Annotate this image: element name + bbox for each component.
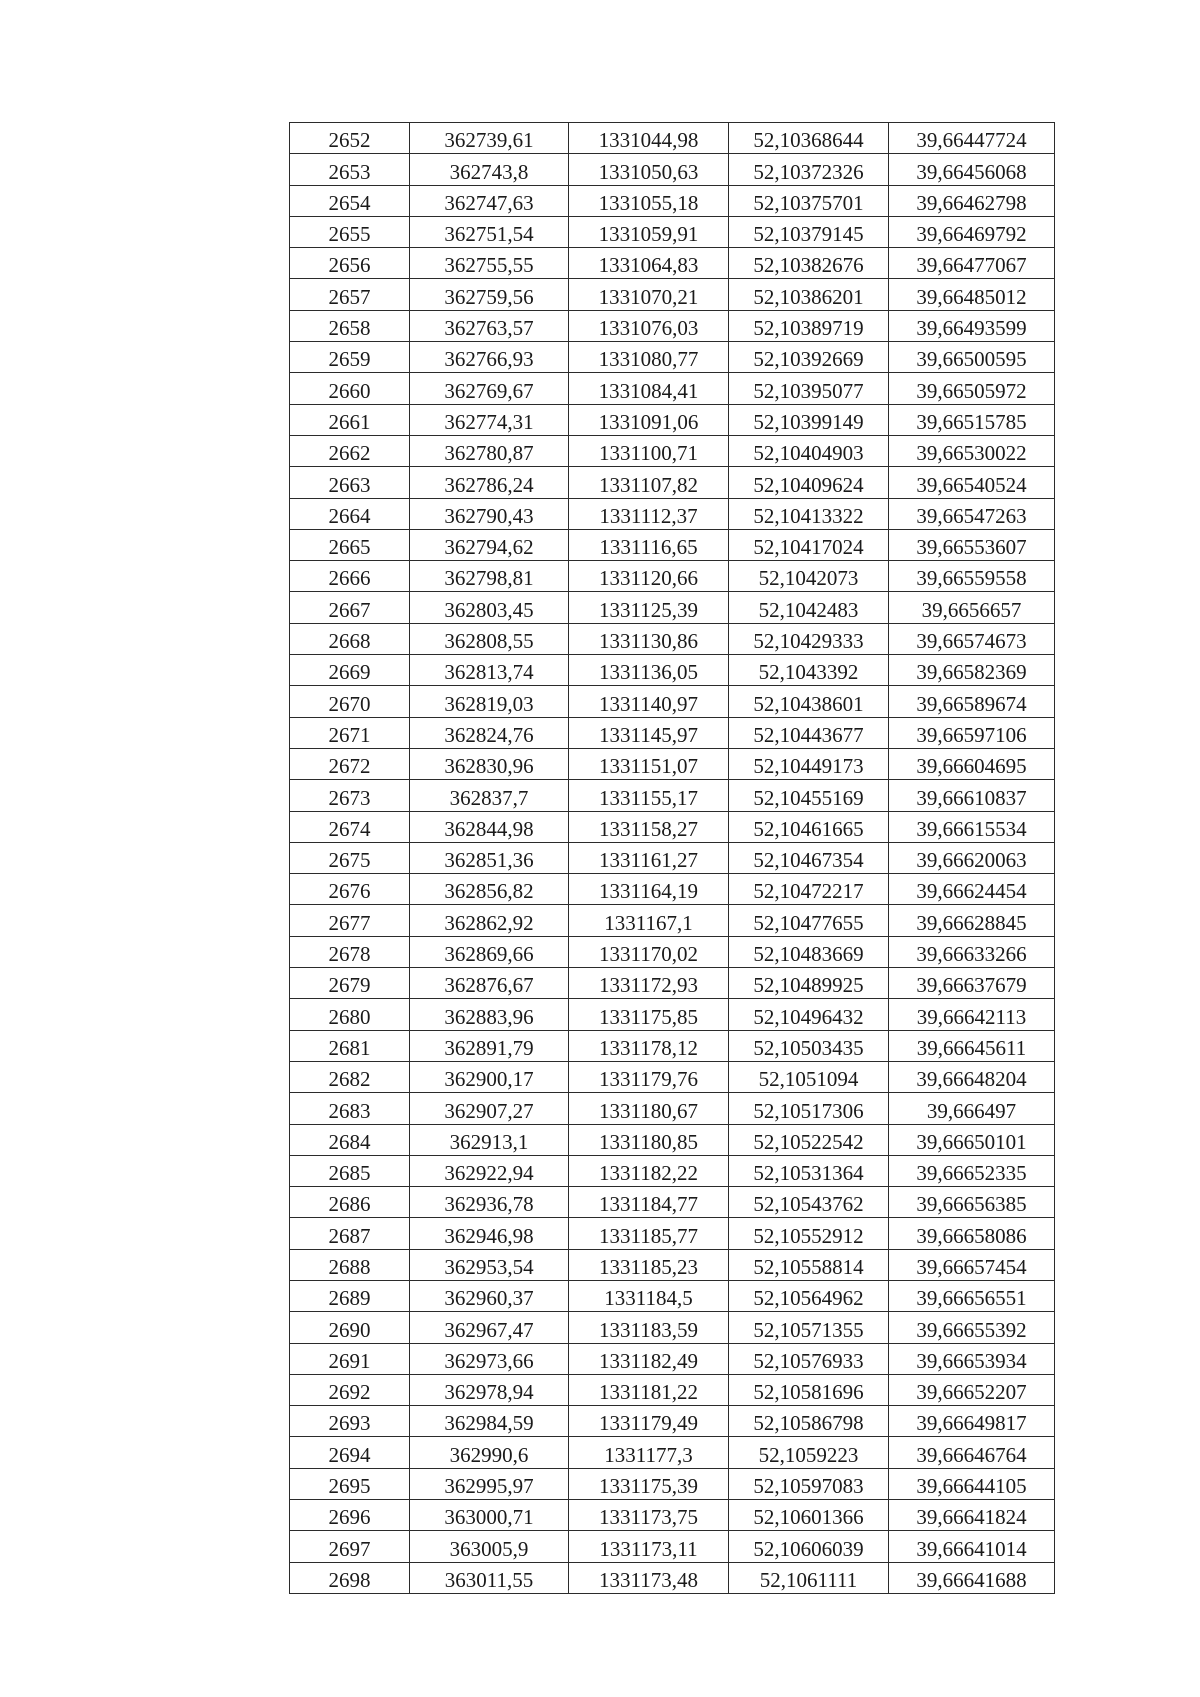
y-coordinate-cell: 1331173,75 <box>569 1500 729 1531</box>
longitude-cell: 39,666497 <box>889 1093 1055 1124</box>
latitude-cell: 52,10477655 <box>729 905 889 936</box>
longitude-cell: 39,66644105 <box>889 1468 1055 1499</box>
latitude-cell: 52,10606039 <box>729 1531 889 1562</box>
y-coordinate-cell: 1331120,66 <box>569 561 729 592</box>
point-number-cell: 2677 <box>290 905 410 936</box>
table-row <box>290 1155 1055 1186</box>
point-number-cell: 2682 <box>290 1061 410 1092</box>
y-coordinate-cell: 1331050,63 <box>569 154 729 185</box>
table-row <box>290 1249 1055 1280</box>
latitude-cell: 52,10455169 <box>729 780 889 811</box>
point-number-cell: 2698 <box>290 1562 410 1593</box>
latitude-cell: 52,10571355 <box>729 1312 889 1343</box>
longitude-cell: 39,66657454 <box>889 1249 1055 1280</box>
point-number-cell: 2680 <box>290 999 410 1030</box>
longitude-cell: 39,66530022 <box>889 435 1055 466</box>
latitude-cell: 52,10413322 <box>729 498 889 529</box>
x-coordinate-cell: 362995,97 <box>410 1468 569 1499</box>
longitude-cell: 39,66597106 <box>889 717 1055 748</box>
x-coordinate-cell: 362766,93 <box>410 342 569 373</box>
latitude-cell: 52,10429333 <box>729 623 889 654</box>
longitude-cell: 39,66658086 <box>889 1218 1055 1249</box>
table-row <box>290 968 1055 999</box>
latitude-cell: 52,10438601 <box>729 686 889 717</box>
point-number-cell: 2681 <box>290 1030 410 1061</box>
y-coordinate-cell: 1331158,27 <box>569 811 729 842</box>
x-coordinate-cell: 362743,8 <box>410 154 569 185</box>
y-coordinate-cell: 1331155,17 <box>569 780 729 811</box>
point-number-cell: 2675 <box>290 842 410 873</box>
y-coordinate-cell: 1331183,59 <box>569 1312 729 1343</box>
longitude-cell: 39,66462798 <box>889 185 1055 216</box>
table-row <box>290 529 1055 560</box>
longitude-cell: 39,66624454 <box>889 874 1055 905</box>
longitude-cell: 39,66547263 <box>889 498 1055 529</box>
longitude-cell: 39,66641824 <box>889 1500 1055 1531</box>
latitude-cell: 52,10597083 <box>729 1468 889 1499</box>
x-coordinate-cell: 362747,63 <box>410 185 569 216</box>
latitude-cell: 52,10472217 <box>729 874 889 905</box>
table-row <box>290 123 1055 154</box>
point-number-cell: 2683 <box>290 1093 410 1124</box>
x-coordinate-cell: 362751,54 <box>410 216 569 247</box>
point-number-cell: 2690 <box>290 1312 410 1343</box>
point-number-cell: 2661 <box>290 404 410 435</box>
x-coordinate-cell: 362739,61 <box>410 123 569 154</box>
latitude-cell: 52,10372326 <box>729 154 889 185</box>
latitude-cell: 52,1042073 <box>729 561 889 592</box>
x-coordinate-cell: 363005,9 <box>410 1531 569 1562</box>
y-coordinate-cell: 1331116,65 <box>569 529 729 560</box>
longitude-cell: 39,66540524 <box>889 467 1055 498</box>
longitude-cell: 39,66653934 <box>889 1343 1055 1374</box>
x-coordinate-cell: 362844,98 <box>410 811 569 842</box>
x-coordinate-cell: 362790,43 <box>410 498 569 529</box>
table-row <box>290 686 1055 717</box>
table-row <box>290 842 1055 873</box>
x-coordinate-cell: 362819,03 <box>410 686 569 717</box>
x-coordinate-cell: 362953,54 <box>410 1249 569 1280</box>
y-coordinate-cell: 1331181,22 <box>569 1374 729 1405</box>
latitude-cell: 52,10386201 <box>729 279 889 310</box>
latitude-cell: 52,1059223 <box>729 1437 889 1468</box>
table-row <box>290 467 1055 498</box>
x-coordinate-cell: 362813,74 <box>410 655 569 686</box>
x-coordinate-cell: 362876,67 <box>410 968 569 999</box>
latitude-cell: 52,10399149 <box>729 404 889 435</box>
longitude-cell: 39,6656657 <box>889 592 1055 623</box>
latitude-cell: 52,10379145 <box>729 216 889 247</box>
latitude-cell: 52,10558814 <box>729 1249 889 1280</box>
point-number-cell: 2666 <box>290 561 410 592</box>
x-coordinate-cell: 362808,55 <box>410 623 569 654</box>
x-coordinate-cell: 362837,7 <box>410 780 569 811</box>
y-coordinate-cell: 1331091,06 <box>569 404 729 435</box>
x-coordinate-cell: 362755,55 <box>410 248 569 279</box>
table-row <box>290 748 1055 779</box>
x-coordinate-cell: 362978,94 <box>410 1374 569 1405</box>
y-coordinate-cell: 1331179,49 <box>569 1406 729 1437</box>
longitude-cell: 39,66628845 <box>889 905 1055 936</box>
y-coordinate-cell: 1331125,39 <box>569 592 729 623</box>
y-coordinate-cell: 1331145,97 <box>569 717 729 748</box>
table-row <box>290 1312 1055 1343</box>
y-coordinate-cell: 1331175,85 <box>569 999 729 1030</box>
longitude-cell: 39,66649817 <box>889 1406 1055 1437</box>
latitude-cell: 52,1061111 <box>729 1562 889 1593</box>
table-row <box>290 1500 1055 1531</box>
point-number-cell: 2691 <box>290 1343 410 1374</box>
point-number-cell: 2688 <box>290 1249 410 1280</box>
longitude-cell: 39,66641014 <box>889 1531 1055 1562</box>
longitude-cell: 39,66500595 <box>889 342 1055 373</box>
point-number-cell: 2668 <box>290 623 410 654</box>
longitude-cell: 39,66645611 <box>889 1030 1055 1061</box>
longitude-cell: 39,66641688 <box>889 1562 1055 1593</box>
x-coordinate-cell: 362780,87 <box>410 435 569 466</box>
latitude-cell: 52,10368644 <box>729 123 889 154</box>
longitude-cell: 39,66574673 <box>889 623 1055 654</box>
point-number-cell: 2694 <box>290 1437 410 1468</box>
latitude-cell: 52,10375701 <box>729 185 889 216</box>
latitude-cell: 52,10543762 <box>729 1187 889 1218</box>
longitude-cell: 39,66648204 <box>889 1061 1055 1092</box>
x-coordinate-cell: 362913,1 <box>410 1124 569 1155</box>
longitude-cell: 39,66642113 <box>889 999 1055 1030</box>
y-coordinate-cell: 1331164,19 <box>569 874 729 905</box>
y-coordinate-cell: 1331182,22 <box>569 1155 729 1186</box>
table-row <box>290 717 1055 748</box>
point-number-cell: 2678 <box>290 936 410 967</box>
y-coordinate-cell: 1331100,71 <box>569 435 729 466</box>
table-row <box>290 1030 1055 1061</box>
point-number-cell: 2693 <box>290 1406 410 1437</box>
point-number-cell: 2697 <box>290 1531 410 1562</box>
y-coordinate-cell: 1331178,12 <box>569 1030 729 1061</box>
x-coordinate-cell: 362824,76 <box>410 717 569 748</box>
longitude-cell: 39,66633266 <box>889 936 1055 967</box>
table-row <box>290 1218 1055 1249</box>
y-coordinate-cell: 1331175,39 <box>569 1468 729 1499</box>
table-row <box>290 1468 1055 1499</box>
point-number-cell: 2695 <box>290 1468 410 1499</box>
point-number-cell: 2689 <box>290 1280 410 1311</box>
x-coordinate-cell: 362973,66 <box>410 1343 569 1374</box>
x-coordinate-cell: 362883,96 <box>410 999 569 1030</box>
x-coordinate-cell: 362946,98 <box>410 1218 569 1249</box>
latitude-cell: 52,10392669 <box>729 342 889 373</box>
longitude-cell: 39,66582369 <box>889 655 1055 686</box>
table-row <box>290 811 1055 842</box>
latitude-cell: 52,10389719 <box>729 310 889 341</box>
table-row <box>290 874 1055 905</box>
table-row <box>290 310 1055 341</box>
latitude-cell: 52,10489925 <box>729 968 889 999</box>
latitude-cell: 52,10461665 <box>729 811 889 842</box>
point-number-cell: 2660 <box>290 373 410 404</box>
x-coordinate-cell: 362856,82 <box>410 874 569 905</box>
longitude-cell: 39,66650101 <box>889 1124 1055 1155</box>
y-coordinate-cell: 1331184,5 <box>569 1280 729 1311</box>
y-coordinate-cell: 1331080,77 <box>569 342 729 373</box>
y-coordinate-cell: 1331107,82 <box>569 467 729 498</box>
y-coordinate-cell: 1331161,27 <box>569 842 729 873</box>
point-number-cell: 2670 <box>290 686 410 717</box>
table-row <box>290 1562 1055 1593</box>
latitude-cell: 52,10467354 <box>729 842 889 873</box>
table-row <box>290 999 1055 1030</box>
table-row <box>290 905 1055 936</box>
point-number-cell: 2663 <box>290 467 410 498</box>
latitude-cell: 52,10552912 <box>729 1218 889 1249</box>
y-coordinate-cell: 1331151,07 <box>569 748 729 779</box>
latitude-cell: 52,10586798 <box>729 1406 889 1437</box>
table-row <box>290 279 1055 310</box>
longitude-cell: 39,66652207 <box>889 1374 1055 1405</box>
table-row <box>290 498 1055 529</box>
table-row <box>290 561 1055 592</box>
latitude-cell: 52,10601366 <box>729 1500 889 1531</box>
table-row <box>290 1187 1055 1218</box>
point-number-cell: 2662 <box>290 435 410 466</box>
latitude-cell: 52,10564962 <box>729 1280 889 1311</box>
latitude-cell: 52,10517306 <box>729 1093 889 1124</box>
point-number-cell: 2676 <box>290 874 410 905</box>
point-number-cell: 2696 <box>290 1500 410 1531</box>
y-coordinate-cell: 1331076,03 <box>569 310 729 341</box>
table-row <box>290 1124 1055 1155</box>
x-coordinate-cell: 362803,45 <box>410 592 569 623</box>
longitude-cell: 39,66589674 <box>889 686 1055 717</box>
x-coordinate-cell: 363000,71 <box>410 1500 569 1531</box>
latitude-cell: 52,10503435 <box>729 1030 889 1061</box>
longitude-cell: 39,66493599 <box>889 310 1055 341</box>
y-coordinate-cell: 1331185,77 <box>569 1218 729 1249</box>
table-row <box>290 1093 1055 1124</box>
x-coordinate-cell: 362759,56 <box>410 279 569 310</box>
longitude-cell: 39,66553607 <box>889 529 1055 560</box>
x-coordinate-cell: 362830,96 <box>410 748 569 779</box>
x-coordinate-cell: 362960,37 <box>410 1280 569 1311</box>
y-coordinate-cell: 1331084,41 <box>569 373 729 404</box>
table-row <box>290 216 1055 247</box>
longitude-cell: 39,66610837 <box>889 780 1055 811</box>
longitude-cell: 39,66559558 <box>889 561 1055 592</box>
latitude-cell: 52,10576933 <box>729 1343 889 1374</box>
latitude-cell: 52,10522542 <box>729 1124 889 1155</box>
table-row <box>290 373 1055 404</box>
x-coordinate-cell: 362851,36 <box>410 842 569 873</box>
table-row <box>290 404 1055 435</box>
table-row <box>290 936 1055 967</box>
table-row <box>290 185 1055 216</box>
latitude-cell: 52,10404903 <box>729 435 889 466</box>
x-coordinate-cell: 362922,94 <box>410 1155 569 1186</box>
latitude-cell: 52,10531364 <box>729 1155 889 1186</box>
longitude-cell: 39,66620063 <box>889 842 1055 873</box>
y-coordinate-cell: 1331136,05 <box>569 655 729 686</box>
point-number-cell: 2692 <box>290 1374 410 1405</box>
x-coordinate-cell: 362763,57 <box>410 310 569 341</box>
longitude-cell: 39,66456068 <box>889 154 1055 185</box>
point-number-cell: 2673 <box>290 780 410 811</box>
point-number-cell: 2671 <box>290 717 410 748</box>
y-coordinate-cell: 1331177,3 <box>569 1437 729 1468</box>
longitude-cell: 39,66485012 <box>889 279 1055 310</box>
point-number-cell: 2667 <box>290 592 410 623</box>
y-coordinate-cell: 1331112,37 <box>569 498 729 529</box>
table-row <box>290 1343 1055 1374</box>
point-number-cell: 2672 <box>290 748 410 779</box>
point-number-cell: 2665 <box>290 529 410 560</box>
x-coordinate-cell: 362769,67 <box>410 373 569 404</box>
y-coordinate-cell: 1331170,02 <box>569 936 729 967</box>
latitude-cell: 52,1042483 <box>729 592 889 623</box>
y-coordinate-cell: 1331055,18 <box>569 185 729 216</box>
longitude-cell: 39,66637679 <box>889 968 1055 999</box>
table-row <box>290 1531 1055 1562</box>
x-coordinate-cell: 362936,78 <box>410 1187 569 1218</box>
x-coordinate-cell: 363011,55 <box>410 1562 569 1593</box>
longitude-cell: 39,66656551 <box>889 1280 1055 1311</box>
table-row <box>290 1406 1055 1437</box>
latitude-cell: 52,10449173 <box>729 748 889 779</box>
y-coordinate-cell: 1331130,86 <box>569 623 729 654</box>
point-number-cell: 2659 <box>290 342 410 373</box>
longitude-cell: 39,66656385 <box>889 1187 1055 1218</box>
longitude-cell: 39,66469792 <box>889 216 1055 247</box>
point-number-cell: 2652 <box>290 123 410 154</box>
x-coordinate-cell: 362786,24 <box>410 467 569 498</box>
point-number-cell: 2669 <box>290 655 410 686</box>
y-coordinate-cell: 1331182,49 <box>569 1343 729 1374</box>
x-coordinate-cell: 362907,27 <box>410 1093 569 1124</box>
longitude-cell: 39,66477067 <box>889 248 1055 279</box>
longitude-cell: 39,66646764 <box>889 1437 1055 1468</box>
point-number-cell: 2674 <box>290 811 410 842</box>
y-coordinate-cell: 1331140,97 <box>569 686 729 717</box>
y-coordinate-cell: 1331172,93 <box>569 968 729 999</box>
latitude-cell: 52,10483669 <box>729 936 889 967</box>
x-coordinate-cell: 362869,66 <box>410 936 569 967</box>
longitude-cell: 39,66515785 <box>889 404 1055 435</box>
point-number-cell: 2653 <box>290 154 410 185</box>
table-row <box>290 1374 1055 1405</box>
point-number-cell: 2679 <box>290 968 410 999</box>
table-row <box>290 655 1055 686</box>
point-number-cell: 2656 <box>290 248 410 279</box>
point-number-cell: 2684 <box>290 1124 410 1155</box>
table-row <box>290 623 1055 654</box>
latitude-cell: 52,10409624 <box>729 467 889 498</box>
longitude-cell: 39,66655392 <box>889 1312 1055 1343</box>
point-number-cell: 2664 <box>290 498 410 529</box>
table-row <box>290 780 1055 811</box>
point-number-cell: 2655 <box>290 216 410 247</box>
y-coordinate-cell: 1331167,1 <box>569 905 729 936</box>
longitude-cell: 39,66604695 <box>889 748 1055 779</box>
x-coordinate-cell: 362794,62 <box>410 529 569 560</box>
longitude-cell: 39,66447724 <box>889 123 1055 154</box>
y-coordinate-cell: 1331184,77 <box>569 1187 729 1218</box>
table-row <box>290 248 1055 279</box>
latitude-cell: 52,1043392 <box>729 655 889 686</box>
y-coordinate-cell: 1331179,76 <box>569 1061 729 1092</box>
latitude-cell: 52,10496432 <box>729 999 889 1030</box>
longitude-cell: 39,66505972 <box>889 373 1055 404</box>
y-coordinate-cell: 1331180,85 <box>569 1124 729 1155</box>
point-number-cell: 2657 <box>290 279 410 310</box>
table-row <box>290 1061 1055 1092</box>
latitude-cell: 52,10443677 <box>729 717 889 748</box>
y-coordinate-cell: 1331059,91 <box>569 216 729 247</box>
point-number-cell: 2687 <box>290 1218 410 1249</box>
latitude-cell: 52,10395077 <box>729 373 889 404</box>
x-coordinate-cell: 362798,81 <box>410 561 569 592</box>
x-coordinate-cell: 362774,31 <box>410 404 569 435</box>
x-coordinate-cell: 362891,79 <box>410 1030 569 1061</box>
latitude-cell: 52,10382676 <box>729 248 889 279</box>
table-row <box>290 592 1055 623</box>
x-coordinate-cell: 362900,17 <box>410 1061 569 1092</box>
longitude-cell: 39,66615534 <box>889 811 1055 842</box>
point-number-cell: 2658 <box>290 310 410 341</box>
latitude-cell: 52,1051094 <box>729 1061 889 1092</box>
table-row <box>290 435 1055 466</box>
x-coordinate-cell: 362862,92 <box>410 905 569 936</box>
x-coordinate-cell: 362984,59 <box>410 1406 569 1437</box>
table-row <box>290 1280 1055 1311</box>
coordinates-table <box>289 122 1055 1594</box>
y-coordinate-cell: 1331173,48 <box>569 1562 729 1593</box>
latitude-cell: 52,10417024 <box>729 529 889 560</box>
point-number-cell: 2654 <box>290 185 410 216</box>
latitude-cell: 52,10581696 <box>729 1374 889 1405</box>
y-coordinate-cell: 1331185,23 <box>569 1249 729 1280</box>
point-number-cell: 2686 <box>290 1187 410 1218</box>
x-coordinate-cell: 362990,6 <box>410 1437 569 1468</box>
table-row <box>290 1437 1055 1468</box>
table-row <box>290 154 1055 185</box>
table-row <box>290 342 1055 373</box>
y-coordinate-cell: 1331173,11 <box>569 1531 729 1562</box>
longitude-cell: 39,66652335 <box>889 1155 1055 1186</box>
x-coordinate-cell: 362967,47 <box>410 1312 569 1343</box>
y-coordinate-cell: 1331044,98 <box>569 123 729 154</box>
point-number-cell: 2685 <box>290 1155 410 1186</box>
y-coordinate-cell: 1331064,83 <box>569 248 729 279</box>
coordinates-table-body <box>290 123 1055 1594</box>
y-coordinate-cell: 1331180,67 <box>569 1093 729 1124</box>
y-coordinate-cell: 1331070,21 <box>569 279 729 310</box>
